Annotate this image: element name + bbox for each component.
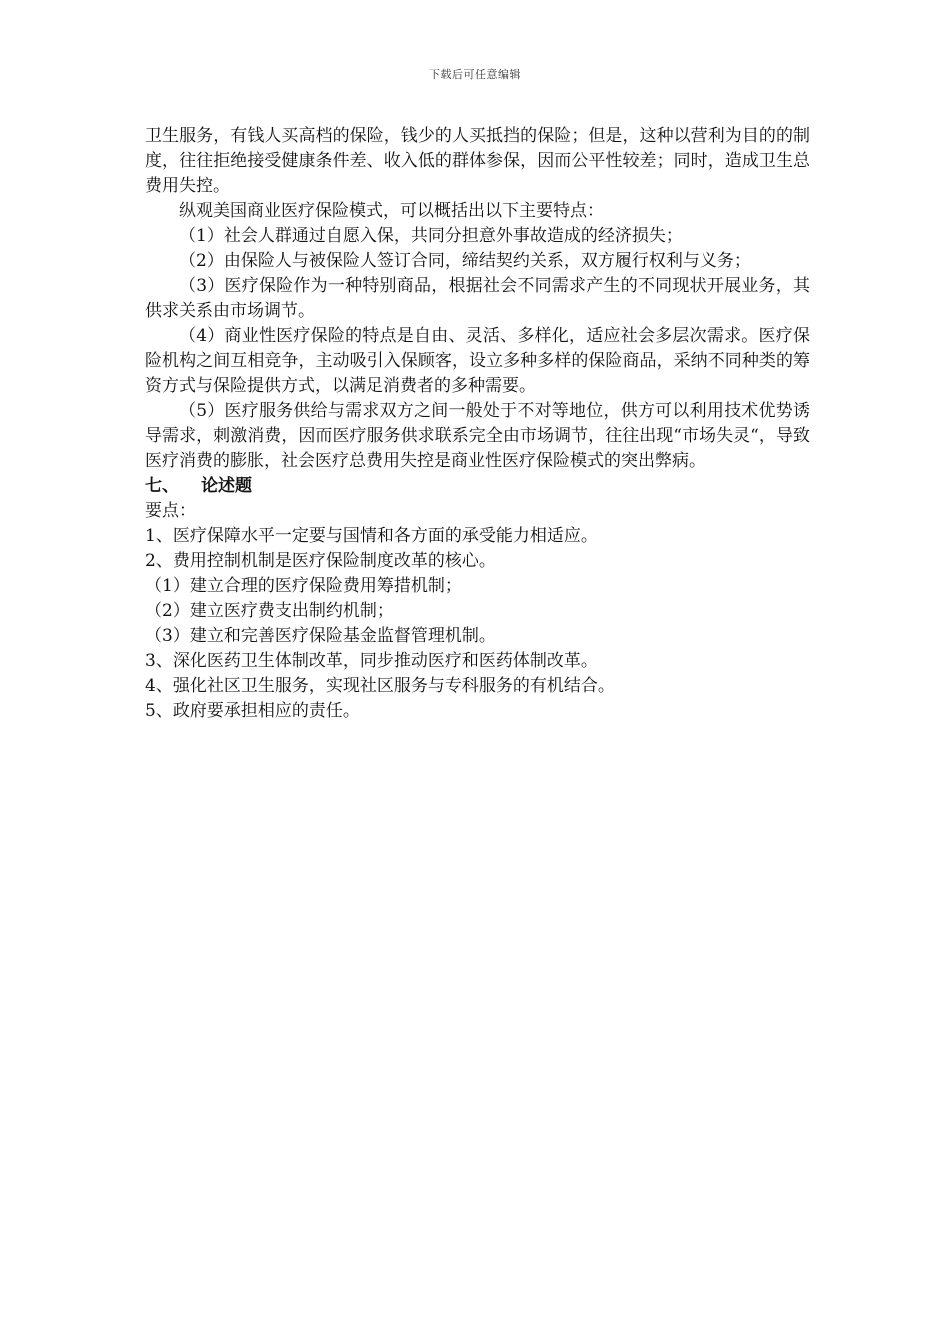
page-header: 下载后可任意编辑 [429,68,521,81]
feature-item-4: （4）商业性医疗保险的特点是自由、灵活、多样化，适应社会多层次需求。医疗保险机构之间互相竞争，主动吸引入保顾客，设立多种多样的保险商品，采纳不同种类的筹资方式与保险提供方式，以满足消费者的多种需要。 [145,326,810,396]
list-item: 3、深化医药卫生体制改革，同步推动医疗和医药体制改革。 [145,651,598,671]
list-item: 4、强化社区卫生服务，实现社区服务与专科服务的有机结合。 [145,676,615,696]
points-intro: 要点： [145,501,196,521]
list-item: （3）建立和完善医疗保险基金监督管理机制。 [145,626,496,646]
feature-item-2: （2）由保险人与被保险人签订合同，缔结契约关系，双方履行权利与义务； [179,251,751,271]
feature-item-3: （3）医疗保险作为一种特别商品，根据社会不同需求产生的不同现状开展业务，其供求关系由市场调节。 [145,276,810,321]
list-item: （1）建立合理的医疗保险费用筹措机制； [145,576,462,596]
list-item: 2、费用控制机制是医疗保险制度改革的核心。 [145,551,496,571]
paragraph-health-service: 卫生服务，有钱人买高档的保险，钱少的人买抵挡的保险；但是，这种以营利为目的的制度，往往拒绝接受健康条件差、收入低的群体参保，因而公平性较差；同时，造成卫生总费用失控。 [145,126,810,196]
list-item: 1、医疗保障水平一定要与国情和各方面的承受能力相适应。 [145,526,598,546]
feature-item-1: （1）社会人群通过自愿入保，共同分担意外事故造成的经济损失； [179,226,683,246]
section-heading [145,474,810,499]
list-item: 5、政府要承担相应的责任。 [145,701,360,721]
section-title: 论述题 [201,476,252,496]
paragraph-summary-intro: 纵观美国商业医疗保险模式，可以概括出以下主要特点： [179,201,604,221]
document-body [145,124,810,724]
section-number: 七、 [145,476,179,496]
feature-item-5: （5）医疗服务供给与需求双方之间一般处于不对等地位，供方可以利用技术优势诱导需求，刺激消费，因而医疗服务供求联系完全由市场调节，往往出现“市场失灵“，导致医疗消费的膨胀，社会医疗总费用失控是商业性医疗保险模式的突出弊病。 [145,401,810,471]
list-item: （2）建立医疗费支出制约机制； [145,601,394,621]
